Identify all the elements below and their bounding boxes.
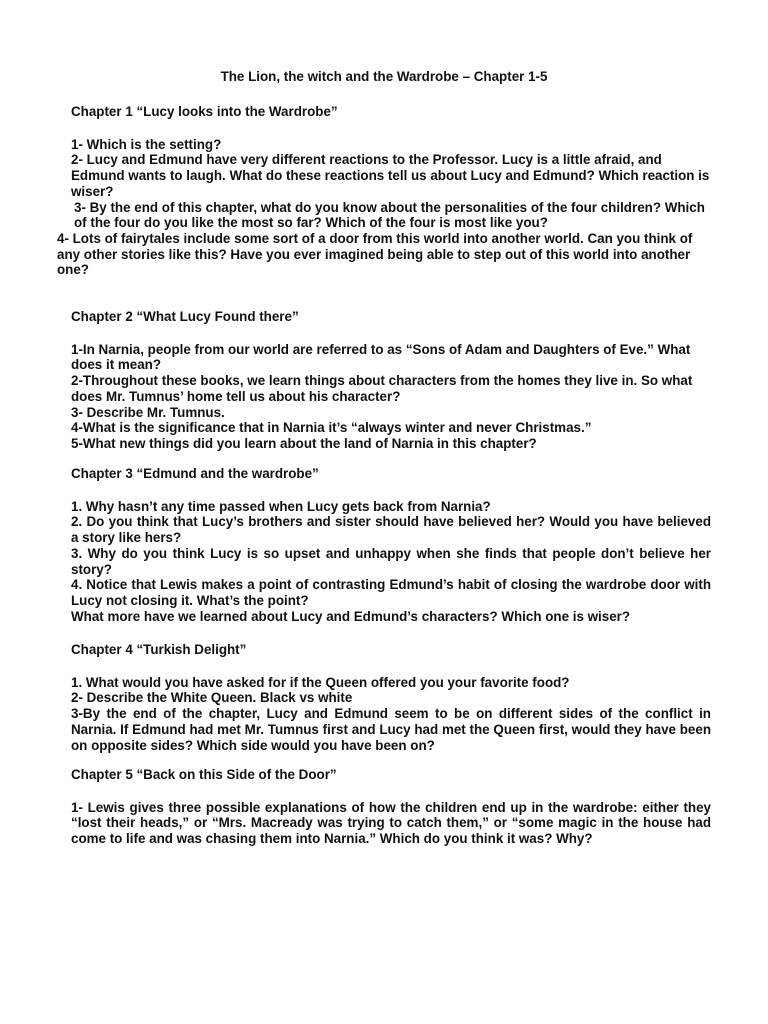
- question-item: 1- Which is the setting?: [71, 136, 222, 152]
- chapter-5-section: [71, 767, 711, 847]
- question-item: 1. What would you have asked for if the Queen offered you your favorite food?: [71, 674, 570, 690]
- question-item: 2- Lucy and Edmund have very different reactions to the Professor. Lucy is a little afraid, and Edmund wants to laugh. What do these reactions tell us about Lucy and Edmund? Which reaction is wiser?: [71, 152, 710, 199]
- chapter-4-questions: [71, 675, 711, 754]
- chapter-3-questions: [71, 499, 711, 625]
- question-item: 4. Notice that Lewis makes a point of contrasting Edmund’s habit of closing the wardrobe door with Lucy not closing it. What’s the point?: [71, 577, 711, 608]
- chapter-1-heading: Chapter 1 “Lucy looks into the Wardrobe”: [71, 104, 338, 119]
- question-item: 2-Throughout these books, we learn things about characters from the homes they live in. So what does Mr. Tumnus’ home tell us about his character?: [71, 373, 693, 404]
- chapter-2-section: [71, 309, 711, 452]
- chapter-2-questions: [71, 342, 711, 452]
- question-item: 1. Why hasn’t any time passed when Lucy gets back from Narnia?: [71, 498, 491, 514]
- question-item: 1- Lewis gives three possible explanations of how the children end up in the wardrobe: either they “lost their heads,” or “Mrs. Macready was trying to catch them,” or “some magic in the house had come to life and was chasing them into Narnia.” Which do you think it was? Why?: [71, 799, 711, 847]
- question-item: 3-By the end of the chapter, Lucy and Edmund seem to be on different sides of the conflict in Narnia. If Edmund had met Mr. Tumnus first and Lucy had met the Queen first, would they have been on opposite sides? Which side would you have been on?: [71, 706, 711, 753]
- chapter-5-questions: [71, 800, 711, 847]
- chapter-4-section: [71, 642, 711, 753]
- chapter-1-section: [57, 104, 711, 278]
- question-item: 2- Describe the White Queen. Black vs white: [71, 690, 353, 706]
- question-item: What more have we learned about Lucy and Edmund’s characters? Which one is wiser?: [71, 608, 631, 624]
- document-title: The Lion, the witch and the Wardrobe – Chapter 1-5: [220, 69, 548, 84]
- question-item: 4-What is the significance that in Narnia it’s “always winter and never Christmas.”: [71, 420, 592, 436]
- question-item: 3. Why do you think Lucy is so upset and unhappy when she finds that people don’t believe her story?: [71, 545, 711, 577]
- question-item: 2. Do you think that Lucy’s brothers and sister should have believed her? Would you have believed a story like hers?: [71, 514, 711, 546]
- chapter-2-heading: Chapter 2 “What Lucy Found there”: [71, 309, 299, 324]
- question-item: 5-What new things did you learn about the land of Narnia in this chapter?: [71, 435, 537, 451]
- chapter-3-section: [71, 466, 711, 624]
- chapter-1-questions: [57, 136, 711, 278]
- question-item: 1-In Narnia, people from our world are referred to as “Sons of Adam and Daughters of Eve.” What does it mean?: [71, 341, 691, 373]
- question-item: 4- Lots of fairytales include some sort of a door from this world into another world. Can you think of any other stories like this? Have you ever imagined being able to step out of this world into another one?: [57, 230, 693, 278]
- chapter-5-heading: Chapter 5 “Back on this Side of the Door”: [71, 767, 337, 782]
- chapter-4-heading: Chapter 4 “Turkish Delight”: [71, 642, 247, 657]
- chapter-3-heading: Chapter 3 “Edmund and the wardrobe”: [71, 466, 319, 481]
- question-item: 3- By the end of this chapter, what do you know about the personalities of the four children? Which of the four do you like the most so far? Which of the four is most like you?: [74, 199, 705, 231]
- question-item: 3- Describe Mr. Tumnus.: [71, 404, 225, 420]
